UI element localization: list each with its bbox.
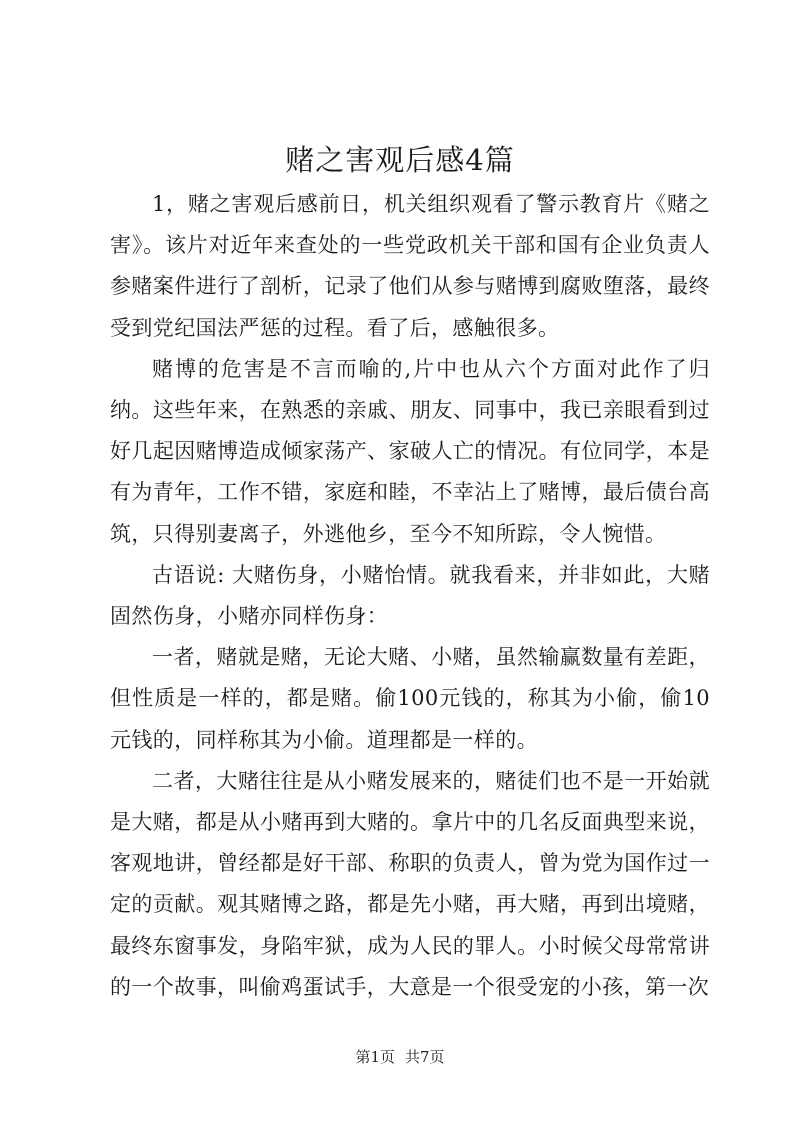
paragraph: 1，赌之害观后感前日，机关组织观看了警示教育片《赌之害》。该片对近年来查处的一些党政机关干部和国有企业负责人参赌案件进行了剖析，记录了他们从参与赌博到腐败堕落，最终受到党纪国法严惩的过程。看了后，感触很多。 bbox=[110, 192, 710, 340]
document-title: 赌之害观后感4篇 bbox=[285, 143, 515, 177]
page-number: 第1页 bbox=[355, 1048, 395, 1066]
page-footer bbox=[0, 1047, 800, 1067]
page-total: 共7页 bbox=[405, 1048, 445, 1066]
paragraph: 一者，赌就是赌，无论大赌、小赌，虽然输赢数量有差距，但性质是一样的，都是赌。偷100元钱的，称其为小偷，偷10元钱的，同样称其为小偷。道理都是一样的。 bbox=[110, 645, 710, 752]
paragraph: 赌博的危害是不言而喻的,片中也从六个方面对此作了归纳。这些年来，在熟悉的亲戚、朋友、同事中，我已亲眼看到过好几起因赌博造成倾家荡产、家破人亡的情况。有位同学，本是有为青年，工作不错，家庭和睦，不幸沾上了赌博，最后债台高筑，只得别妻离子，外逃他乡，至今不知所踪，令人惋惜。 bbox=[110, 356, 710, 546]
paragraph: 二者，大赌往往是从小赌发展来的，赌徒们也不是一开始就是大赌，都是从小赌再到大赌的。拿片中的几名反面典型来说，客观地讲，曾经都是好干部、称职的负责人，曾为党为国作过一定的贡献。观其赌博之路，都是先小赌，再大赌，再到出境赌，最终东窗事发，身陷牢狱，成为人民的罪人。小时候父母常常讲的一个故事，叫偷鸡蛋试手，大意是一个很受宠的小孩，第一次 bbox=[110, 768, 710, 999]
document-body bbox=[110, 184, 710, 1008]
paragraph: 古语说: 大赌伤身，小赌怡情。就我看来，并非如此，大赌固然伤身，小赌亦同样伤身： bbox=[110, 562, 710, 629]
